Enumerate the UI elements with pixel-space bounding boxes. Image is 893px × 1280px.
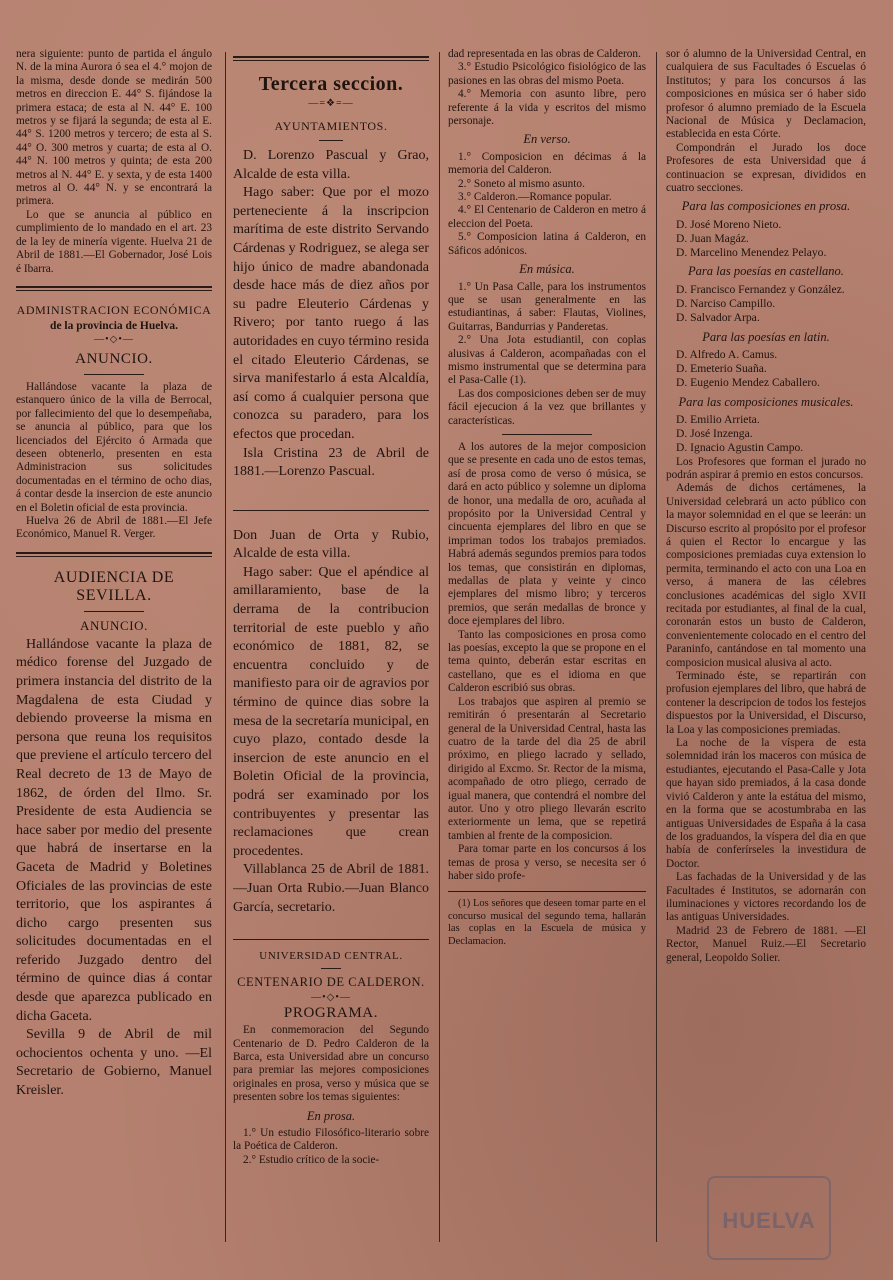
alcalde-intro-1: D. Lorenzo Pascual y Grao, Alcalde de esta villa. bbox=[233, 148, 429, 182]
anuncio2-signature: Sevilla 9 de Abril de mil ochocientos ochenta y uno. —El Secretario de Gobierno, Manuel Kreisler. bbox=[16, 1027, 212, 1099]
universidad-heading: UNIVERSIDAD CENTRAL. bbox=[259, 950, 403, 963]
jury-member: D. Narciso Campillo. bbox=[676, 297, 776, 311]
prosa-item-3: 3.° Estudio Psicológico fisiológico de las pasiones en las obras del mismo Poeta. bbox=[448, 61, 646, 87]
alcalde-signature-2: Villablanca 25 de Abril de 1881.—Juan Orta Rubio.—Juan Blanco García, secretario. bbox=[233, 862, 429, 915]
ornament: —•◇•— bbox=[94, 333, 134, 345]
madrid-signature: Madrid 23 de Febrero de 1881. —El Rector, Manuel Ruiz.—El Secretario general, Leopoldo Solier. bbox=[666, 924, 866, 964]
jury-castellano-heading: Para las poesías en castellano. bbox=[688, 264, 844, 279]
jury-member: D. José Inzenga. bbox=[676, 427, 753, 441]
jury-latin-list bbox=[666, 348, 866, 391]
jury-member: D. Emilio Arrieta. bbox=[676, 412, 760, 426]
prosa-item-2-cont: dad representada en las obras de Calderon. bbox=[448, 48, 641, 60]
tanto-paragraph: Tanto las composiciones en prosa como las poesías, excepto la que se propone en el tema quinto, deberán estar escritas en castellano, que es el idioma en que Calderon escribió sus obras. bbox=[448, 628, 646, 695]
column-divider bbox=[225, 52, 226, 1242]
alcalde-intro-2: Don Juan de Orta y Rubio, Alcalde de esta villa. bbox=[233, 527, 429, 562]
prosa-heading: En prosa. bbox=[306, 1108, 356, 1123]
ademas-paragraph: Además de dichos certámenes, la Universidad celebrará un acto público con la mayor solemnidad en el que se leerán: un Discurso escrito al propósito por el profesor á quien el Rector lo encargue y las composiciones premiadas cuya extension lo permita, terminando el acto con una Loa en verso, á manera de las célebres conclusiones académicas del siglo XVII recitada por estudiantes, al final de la cual, coronarán estos un busto de Calderon, convenientemente colocado en el centro del Paraninfo, cantándose en tal momento una composicion musical alusiva al acto. bbox=[666, 482, 866, 669]
section-title: Tercera seccion. bbox=[258, 73, 404, 95]
anuncio-signature: Huelva 26 de Abril de 1881.—El Jefe Económico, Manuel R. Verger. bbox=[16, 514, 212, 541]
double-rule bbox=[16, 286, 212, 291]
column-2 bbox=[233, 48, 429, 1167]
ornament: —•◇•— bbox=[311, 992, 351, 1004]
prosa-item-4: 4.° Memoria con asunto libre, pero referente á la vida y escritos del mismo personaje. bbox=[448, 88, 646, 128]
centenario-heading: CENTENARIO DE CALDERON. bbox=[237, 975, 425, 990]
prosa-item-1: 1.° Un estudio Filosófico-literario sobre la Poética de Calderon. bbox=[233, 1127, 429, 1153]
anuncio2-heading: ANUNCIO. bbox=[80, 617, 148, 633]
stamp-text: HUELVA bbox=[722, 1208, 816, 1233]
verso-item-1: 1.° Composicion en décimas á la memoria del Calderon. bbox=[448, 150, 646, 177]
programa-heading: PROGRAMA. bbox=[283, 1005, 379, 1022]
jury-member: D. Marcelino Menendez Pelayo. bbox=[676, 246, 827, 260]
admin-heading: ADMINISTRACION ECONÓMICA bbox=[16, 302, 212, 317]
jury-musica-list bbox=[666, 413, 866, 456]
verso-item-4: 4.° El Centenario de Calderon en metro á eleccion del Poeta. bbox=[448, 204, 646, 230]
jury-member: D. Ignacio Agustin Campo. bbox=[676, 441, 804, 455]
audiencia-heading: AUDIENCIA DE SEVILLA. bbox=[53, 568, 175, 604]
noche-paragraph: La noche de la víspera de esta solemnidad irán los maceros con música de estudiantes, ejecutando el Pasa-Calle y Jota que hayan sido premiados, á la casa donde vivió Calderon y ante la estátua del mismo, en la forma que se acostumbraba en las antiguas Universidades de España á la casa de los graduandos, la víspera del dia en que había de conferírseles la investidura de Doctor. bbox=[666, 737, 866, 870]
jury-prosa-list bbox=[666, 218, 866, 261]
profesores-paragraph: Los Profesores que forman el jurado no podrán aspirar á premio en estos concursos. bbox=[666, 455, 866, 481]
double-rule bbox=[16, 552, 212, 557]
jury-musica-heading: Para las composiciones musicales. bbox=[678, 394, 854, 409]
jury-member: D. Salvador Arpa. bbox=[676, 311, 760, 325]
alcalde-body-2: Hago saber: Que el apéndice al amillaramiento, base de la derrama de la contribucion territorial de este pueblo y año económico de 1881, 82, se encuentra concluido y de manifiesto para oir de agravios por término de quince dias sobre la mesa de la secretaría municipal, en cuyo plazo, contado desde la insercion de este anuncio en el Boletin Oficial de la provincia, podrá ser examinado por los contribuyentes y presentar las reclamaciones que crean procedentes. bbox=[233, 564, 429, 859]
anuncio2-body: Hallándose vacante la plaza de médico forense del Juzgado de primera instancia del distrito de la Magdalena de esta Ciudad y debiendo proveerse la misma en persona que reuna los requisitos que previene el artículo tercero del Real decreto de 13 de Mayo de 1862, de órden del Ilmo. Sr. Presidente de esta Audiencia se hace saber por medio del presente que habrá de insertarse en la Gaceta de Madrid y Boletines Oficiales de las provincias de este territorio, que los aspirantes á dicho cargo presenten sus solicitudes documentadas en el referido Juzgado dentro del término de quince dias á contar desde que aparezca publicado en dicha Gaceta. bbox=[16, 636, 212, 1024]
profesor-paragraph: sor ó alumno de la Universidad Central, en cualquiera de sus Facultades ó Escuelas ó Institutos; y para los concursos á las composiciones en música ser ó haber sido profesor ó alumno premiado de la Escuela Nacional de Música y Declamacion, establecida en esta Córte. bbox=[666, 48, 866, 141]
jury-prosa-heading: Para las composiciones en prosa. bbox=[681, 199, 851, 214]
column-divider bbox=[439, 52, 440, 1242]
jury-member: D. Francisco Fernandez y González. bbox=[676, 282, 845, 296]
terminado-paragraph: Terminado éste, se repartirán con profusion ejemplares del libro, que habrá de contener la descripcion de todos los festejos dispuestos por la Universidad, el Discurso, la Loa y las composiciones premiadas. bbox=[666, 670, 866, 736]
ornament: —=❖=— bbox=[308, 98, 354, 109]
ayuntamientos-heading: AYUNTAMIENTOS. bbox=[274, 119, 388, 133]
public-notice: Lo que se anuncia al público en cumplimiento de lo mandado en el art. 23 de la ley de minería vigente. Huelva 21 de Abril de 1881.—El Gobernador, José Lois é Ibarra. bbox=[16, 208, 212, 275]
musica-item-2: 2.° Una Jota estudiantil, con coplas alusivas á Calderon, acompañadas con el mismo instrumental que se determina para el Pasa-Calle (1). bbox=[448, 334, 646, 387]
jury-member: D. Juan Magáz. bbox=[676, 232, 749, 246]
jury-member: D. Alfredo A. Camus. bbox=[676, 347, 778, 361]
jury-member: D. Eugenio Mendez Caballero. bbox=[676, 376, 820, 390]
footnote: (1) Los señores que deseen tomar parte en el concurso musical del segundo tema, hallarán las coplas en la Escuela de música y Declamacion. bbox=[448, 898, 646, 947]
verso-item-3: 3.° Calderon.—Romance popular. bbox=[458, 191, 612, 204]
fachadas-paragraph: Las fachadas de la Universidad y de las Facultades é Institutos, se adornarán con iluminaciones y victores recordando los de las antiguas Universidades. bbox=[666, 871, 866, 924]
para-paragraph: Para tomar parte en los concursos á los temas de prosa y verso, se necesita ser ó haber sido profe- bbox=[448, 843, 646, 882]
musica-heading: En música. bbox=[519, 262, 575, 277]
jury-latin-heading: Para las poesías en latin. bbox=[702, 329, 830, 344]
trabajos-paragraph: Los trabajos que aspiren al premio se remitirán ó presentarán al Secretario general de la Universidad Central, hasta las cuatro de la tarde del dia 25 de abril próximo, en pliego lacrado y sellado, dirigido al Excmo. Sr. Rector de la misma, acompañado de otro pliego, cerrado de igual manera, que contendrá el nombre del autor. Uno y otro pliego llevarán escrito exteriormente un lema, que se repetirá tambien al frente de la composicion. bbox=[448, 695, 646, 842]
jury-member: D. Emeterio Suaña. bbox=[676, 362, 767, 376]
verso-item-2: 2.° Soneto al mismo asunto. bbox=[458, 177, 585, 190]
alcalde-signature-1: Isla Cristina 23 de Abril de 1881.—Lorenzo Pascual. bbox=[233, 445, 429, 480]
admin-subheading: de la provincia de Huelva. bbox=[50, 319, 178, 332]
verso-heading: En verso. bbox=[523, 132, 571, 147]
anuncio-body: Hallándose vacante la plaza de estanquero único de la villa de Berrocal, por fallecimiento del que lo desempeñaba, se anuncia al público, para que los licenciados del Ejército ó Armada que deseen obtenerlo, presenten en esta Administracion sus solicitudes documentadas en el término de ocho dias, á contar desde la insercion de este anuncio en el Boletin oficial de esta provincia. bbox=[16, 380, 212, 514]
prosa-item-2: 2.° Estudio crítico de la socie- bbox=[243, 1153, 380, 1166]
column-divider bbox=[656, 52, 657, 1242]
jurado-paragraph: Compondrán el Jurado los doce Profesores de esta Universidad que á continuacion se expresan, divididos en cuatro secciones. bbox=[666, 141, 866, 195]
programa-body: En conmemoracion del Segundo Centenario de D. Pedro Calderon de la Barca, esta Universidad abre un concurso para premiar las mejores composiciones originales en prosa, verso y música que se presenten sobre los temas siguientes: bbox=[233, 1024, 429, 1104]
anuncio-heading: ANUNCIO. bbox=[75, 350, 153, 367]
musica-item-1: 1.° Un Pasa Calle, para los instrumentos que se usan generalmente en las estudiantinas, á saber: Flautas, Violines, Guitarras, Bandurrias y Panderetas. bbox=[448, 280, 646, 333]
autores-paragraph: A los autores de la mejor composicion que se presente en cada uno de estos temas, así de prosa como de verso ó música, se dará en acto público y solemne un diploma de honor, una medalla de oro, acuñada al propósito por la Universidad Central y cincuenta ejemplares del libro en que se impriman todos los trabajos premiados. Habrá además segundos premios para todos los temas, que consistirán en diplomas, medallas de plata y veinte y cinco ejemplares del mismo libro; y terceros premios, que serán medallas de bronce y doce ejemplares del libro. bbox=[448, 440, 646, 628]
double-rule bbox=[233, 56, 429, 61]
musica-item-3: Las dos composiciones deben ser de muy fácil ejecucion á la vez que brillantes y características. bbox=[448, 387, 646, 427]
column-1 bbox=[16, 48, 212, 1101]
alcalde-body-1: Hago saber: Que por el mozo perteneciente á la inscripcion marítima de este distrito Servando Cárdenas y Rodriguez, se alega ser hijo único de madre abandonada desde hace más de diez años por su padre Eleuterio Cárdenas y Rivero; por tanto ruego á las autoridades en cuyo término resida el citado Eleuterio Cárdenas, se sirva manifestarlo á esta Alcaldía, así como á cualquier persona que conozca su paradero, para los efectos que procedan. bbox=[233, 185, 429, 442]
verso-item-5: 5.° Composicion latina á Calderon, en Sáficos adónicos. bbox=[448, 231, 646, 257]
mine-description: nera siguiente: punto de partida el ángulo N. de la mina Aurora ó sea el 4.° mojon de la misma, desde donde se medirán 500 metros en direccion E. 44° S. fijándose la primera estaca; de esta al N. 44° E. 100 metros y se fijará la segunda; de esta al E. 44° S. 1200 metros y tercero; de esta al S. 44° O. 300 metros y cuarta; de esta al O. 44° N. 100 metros y quinta; de esta 200 metros al N. 44° E. y sexta, y de esta 1400 metros al O. 44° N. y se encontrará la primera. bbox=[16, 48, 212, 208]
jury-member: D. José Moreno Nieto. bbox=[676, 217, 782, 231]
jury-castellano-list bbox=[666, 283, 866, 326]
column-4 bbox=[666, 48, 866, 965]
archive-watermark-stamp bbox=[707, 1176, 831, 1260]
column-3 bbox=[448, 48, 646, 948]
